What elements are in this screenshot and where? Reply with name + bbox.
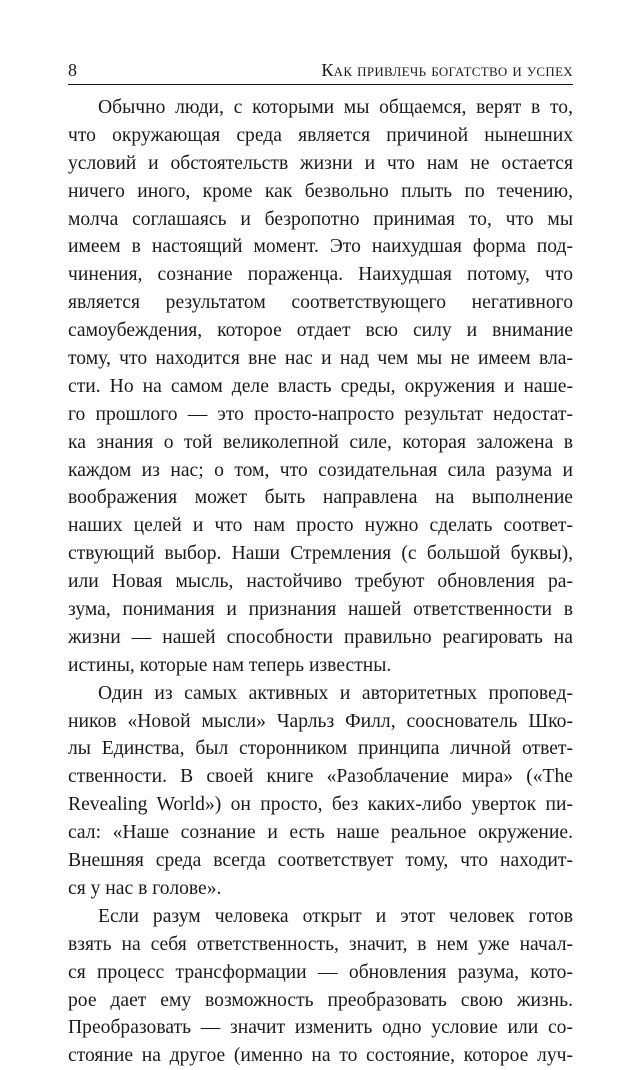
- text-line: Если разум человека открыт и этот человек готов: [98, 905, 573, 927]
- text-line: условий и обстоятельств жизни и что нам не остается: [68, 152, 573, 174]
- text-line: взять на себя ответственность, значит, в нем уже начал-: [68, 933, 573, 955]
- paragraph-1: [68, 94, 573, 680]
- text-line: Revealing World») он просто, без каких-либо уверток пи-: [68, 794, 573, 816]
- text-line: ничего иного, кроме как безвольно плыть по течению,: [68, 180, 573, 202]
- text-line: ственности. В своей книге «Разоблачение мира» («The: [68, 766, 573, 788]
- text-line: что окружающая среда является причиной нынешних: [68, 124, 573, 146]
- text-line: ся процесс трансформации — обновления разума, кото-: [68, 961, 573, 983]
- text-line: рое дает ему возможность преобразовать свою жизнь.: [68, 989, 573, 1011]
- text-line: лы Единства, был сторонником принципа личной ответ-: [68, 738, 573, 760]
- text-line: или Новая мысль, настойчиво требуют обновления ра-: [68, 571, 573, 593]
- text-line: воображения может быть направлена на выполнение: [68, 487, 573, 509]
- text-line: стояние на другое (именно на то состояние, которое луч-: [68, 1045, 573, 1067]
- text-line: ся у нас в голове».: [68, 877, 222, 899]
- text-line: сти. Но на самом деле власть среды, окружения и наше-: [68, 375, 573, 397]
- text-line: молча соглашаясь и безропотно принимая то, что мы: [68, 208, 573, 230]
- text-line: Один из самых активных и авторитетных проповед-: [98, 682, 573, 704]
- text-line: имеем в настоящий момент. Это наихудшая форма под-: [68, 236, 573, 258]
- page-number: 8: [68, 60, 77, 80]
- body-text: [68, 94, 573, 1070]
- text-line: ников «Новой мысли» Чарльз Филл, сооснователь Шко-: [68, 710, 573, 732]
- running-head-title: Как привлечь богатство и успех: [321, 60, 573, 80]
- text-line: тому, что находится вне нас и над чем мы не имеем вла-: [68, 348, 573, 370]
- header-rule: [68, 84, 573, 85]
- text-line: ствующий выбор. Наши Стремления (с большой буквы),: [68, 543, 573, 565]
- text-line: Преобразовать — значит изменить одно условие или со-: [68, 1017, 573, 1039]
- text-line: Внешняя среда всегда соответствует тому, что находит-: [68, 850, 573, 872]
- text-line: чинения, сознание пораженца. Наихудшая потому, что: [68, 264, 573, 286]
- paragraph-2: [68, 680, 573, 903]
- text-line: самоубеждения, которое отдает всю силу и внимание: [68, 320, 573, 342]
- text-line: ка знания о той великолепной силе, которая заложена в: [68, 431, 573, 453]
- text-line: жизни — нашей способности правильно реагировать на: [68, 626, 573, 648]
- text-line: наших целей и что нам просто нужно сделать соответ-: [68, 515, 573, 537]
- text-line: является результатом соответствующего негативного: [68, 292, 573, 314]
- running-head: [68, 58, 573, 82]
- text-line: истины, которые нам теперь известны.: [68, 654, 392, 676]
- paragraph-3: [68, 903, 573, 1070]
- text-line: зума, понимания и признания нашей ответственности в: [68, 599, 573, 621]
- text-line: го прошлого — это просто-напросто результат недостат-: [68, 403, 573, 425]
- text-line: сал: «Наше сознание и есть наше реальное окружение.: [68, 822, 573, 844]
- text-line: каждом из нас; о том, что созидательная сила разума и: [68, 459, 573, 481]
- text-line: Обычно люди, с которыми мы общаемся, верят в то,: [98, 97, 573, 118]
